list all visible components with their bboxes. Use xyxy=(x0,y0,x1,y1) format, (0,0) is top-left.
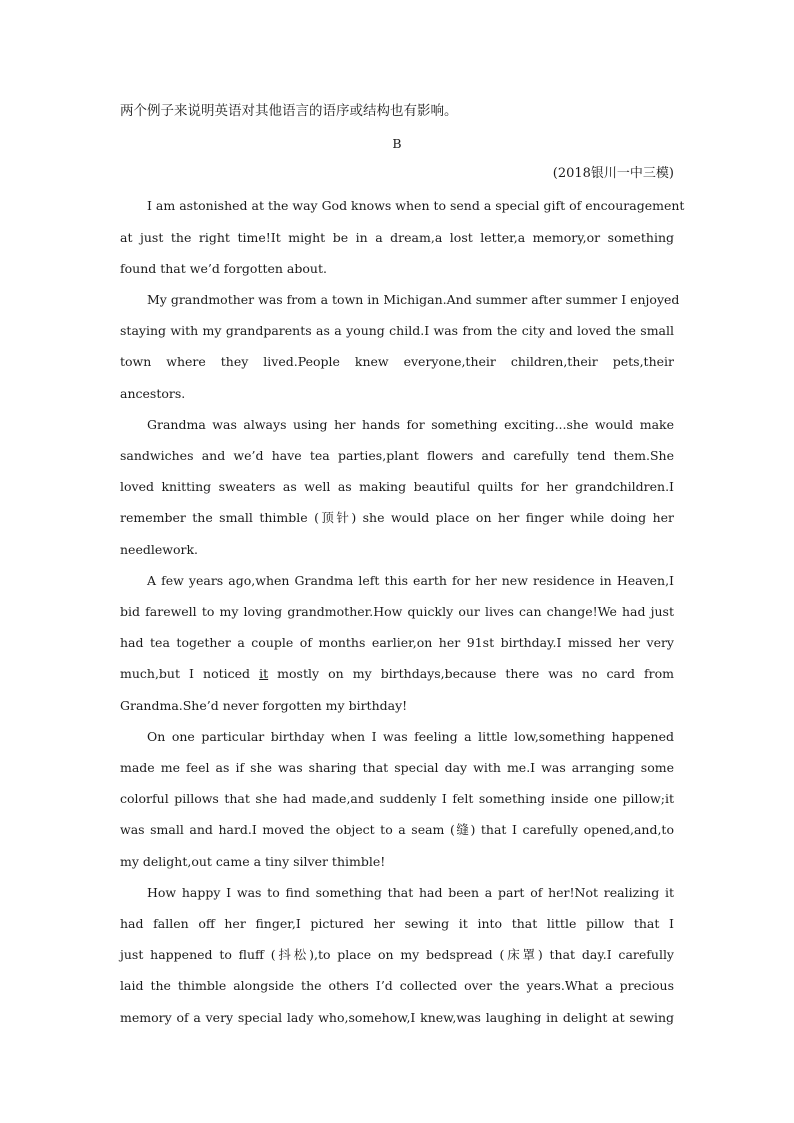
passage-line: bid farewell to my loving grandmother.How quickly our lives can change!We had just xyxy=(120,604,674,619)
text-run: mostly on my birthdays,because there was no card from xyxy=(268,666,674,681)
passage-line: I am astonished at the way God knows when to send a special gift of encouragement xyxy=(147,198,685,213)
intro-line: 两个例子来说明英语对其他语言的语序或结构也有影响。 xyxy=(120,103,458,119)
passage-line: laid the thimble alongside the others I’d collected over the years.What a precious xyxy=(120,978,674,993)
passage-line: sandwiches and we’d have tea parties,plant flowers and carefully tend them.She xyxy=(120,448,674,463)
passage-line: My grandmother was from a town in Michigan.And summer after summer I enjoyed xyxy=(147,292,680,307)
passage-line: needlework. xyxy=(120,542,198,557)
passage-line: had tea together a couple of months earlier,on her 91st birthday.I missed her very xyxy=(120,635,674,650)
passage-line: ancestors. xyxy=(120,386,186,401)
passage-line: How happy I was to find something that had been a part of her!Not realizing it xyxy=(147,885,674,900)
passage-line-with-underline xyxy=(120,666,674,682)
text-run: much,but I noticed xyxy=(120,666,260,681)
passage-line: just happened to fluff (抖松),to place on my bedspread (床罩) that day.I carefully xyxy=(120,947,674,962)
section-label: B xyxy=(392,136,402,151)
passage-line: found that we’d forgotten about. xyxy=(120,261,327,276)
passage-line: remember the small thimble (顶针) she would place on her finger while doing her xyxy=(120,510,674,525)
passage-line: had fallen off her finger,I pictured her sewing it into that little pillow that I xyxy=(120,916,674,931)
passage-line: my delight,out came a tiny silver thimble! xyxy=(120,854,386,869)
source-note: (2018银川一中三模) xyxy=(552,166,674,181)
passage-line: at just the right time!It might be in a dream,a lost letter,a memory,or something xyxy=(120,230,674,245)
passage-line: Grandma was always using her hands for something exciting...she would make xyxy=(147,417,674,432)
passage-line: A few years ago,when Grandma left this earth for her new residence in Heaven,I xyxy=(147,573,674,588)
passage-line: memory of a very special lady who,somehow,I knew,was laughing in delight at sewing xyxy=(120,1010,674,1025)
passage-line: town where they lived.People knew everyone,their children,their pets,their xyxy=(120,354,674,369)
passage-line: On one particular birthday when I was feeling a little low,something happened xyxy=(147,729,674,744)
passage-line: colorful pillows that she had made,and suddenly I felt something inside one pillow;it xyxy=(120,791,674,806)
passage-line: loved knitting sweaters as well as making beautiful quilts for her grandchildren.I xyxy=(120,479,674,494)
passage-line: Grandma.She’d never forgotten my birthday! xyxy=(120,698,408,713)
passage-line: was small and hard.I moved the object to a seam (缝) that I carefully opened,and,to xyxy=(120,822,674,837)
underlined-word: it xyxy=(259,666,269,681)
passage-line: made me feel as if she was sharing that special day with me.I was arranging some xyxy=(120,760,674,775)
passage-line: staying with my grandparents as a young child.I was from the city and loved the small xyxy=(120,323,674,338)
